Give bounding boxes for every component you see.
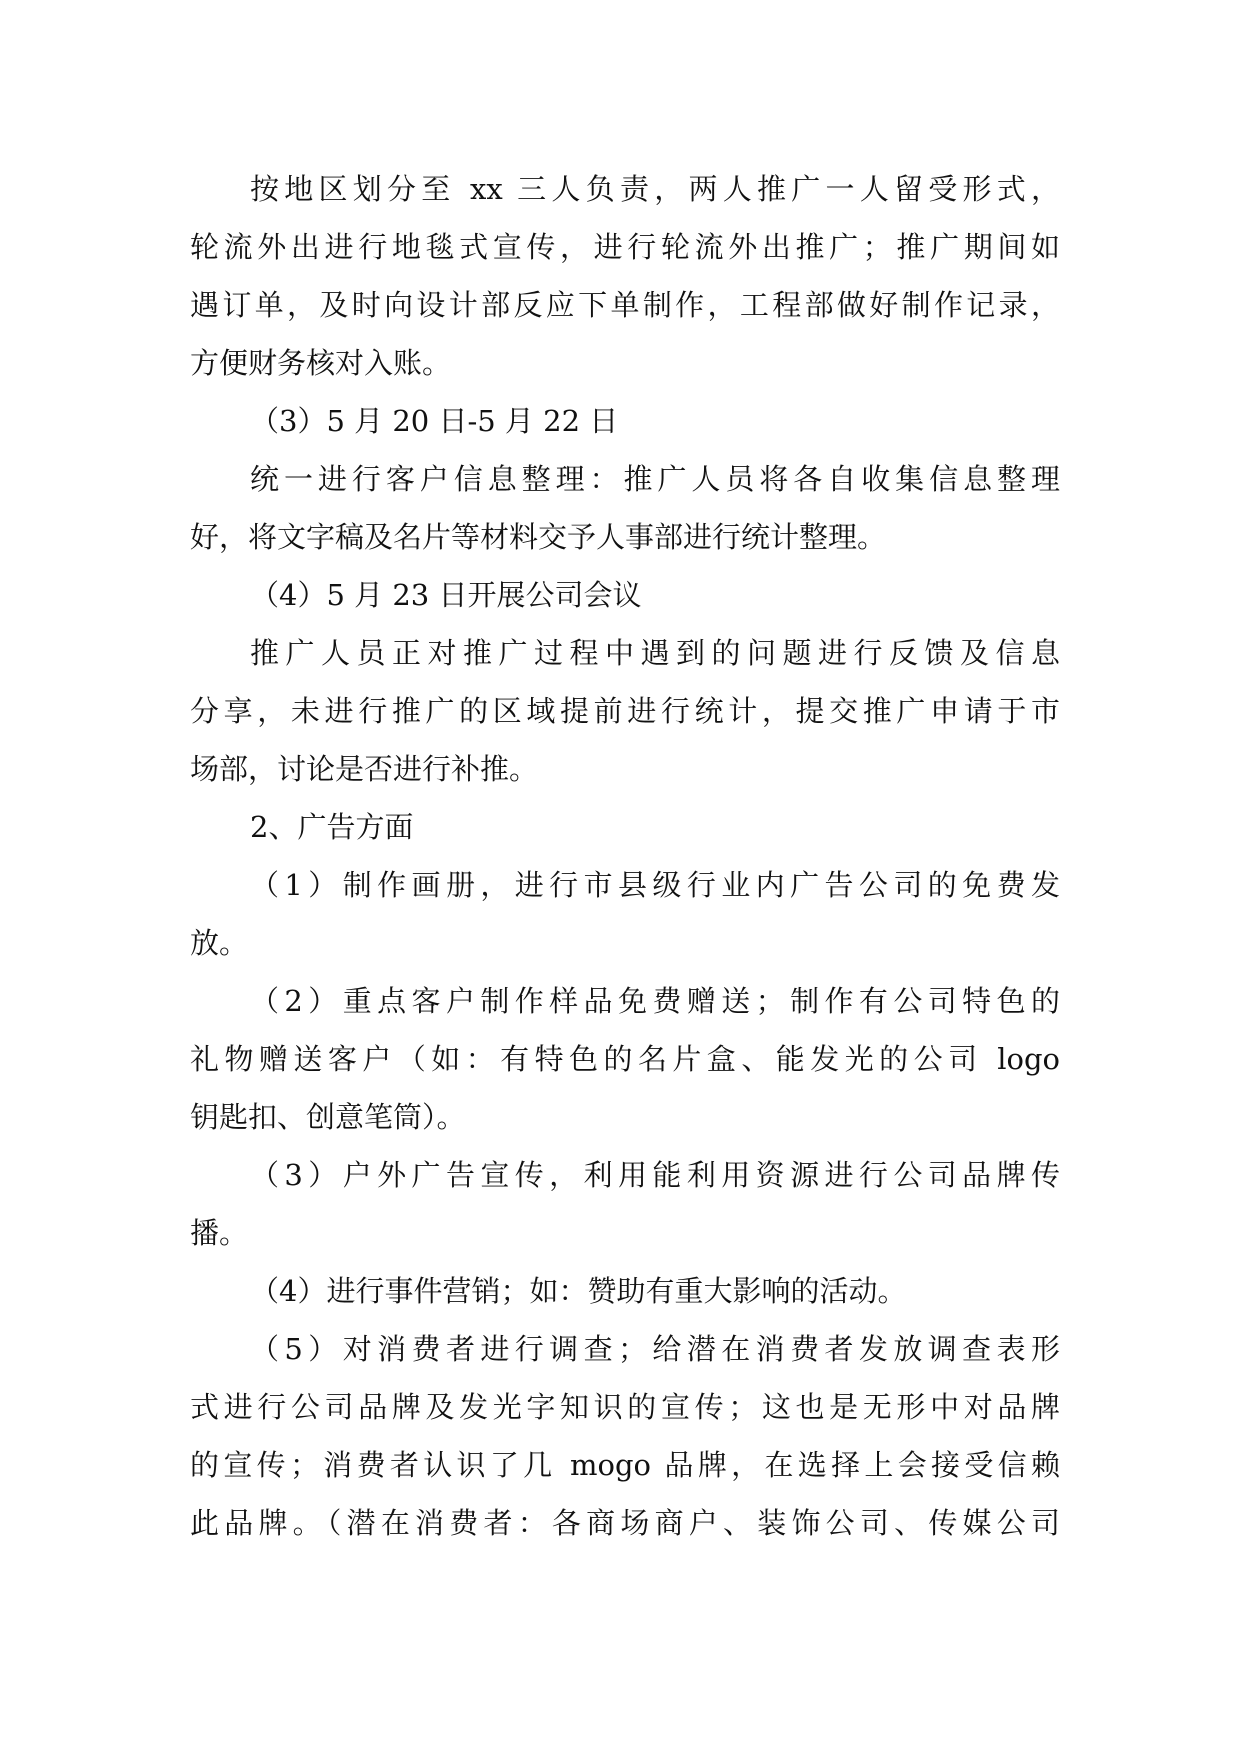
text-line: 此品牌。（潜在消费者：各商场商户、装饰公司、传媒公司 — [190, 1506, 1060, 1540]
text-line: 礼物赠送客户（如：有特色的名片盒、能发光的公司 logo — [190, 1042, 1060, 1076]
text-line: （3）户外广告宣传，利用能利用资源进行公司品牌传 — [250, 1158, 1060, 1192]
text-line: 好，将文字稿及名片等材料交予人事部进行统计整理。 — [190, 520, 887, 554]
text-line: （3）5 月 20 日-5 月 22 日 — [250, 404, 619, 438]
text-line: （1）制作画册，进行市县级行业内广告公司的免费发 — [250, 868, 1060, 902]
text-line: （2）重点客户制作样品免费赠送；制作有公司特色的 — [250, 984, 1060, 1018]
text-line: 播。 — [190, 1216, 249, 1250]
text-line: 钥匙扣、创意笔筒）。 — [190, 1100, 466, 1134]
text-line: 轮流外出进行地毯式宣传，进行轮流外出推广；推广期间如 — [190, 230, 1060, 264]
text-line: 的宣传；消费者认识了几 mogo 品牌，在选择上会接受信赖 — [190, 1448, 1060, 1482]
text-line: 方便财务核对入账。 — [190, 346, 452, 380]
text-line: 按地区划分至 xx 三人负责，两人推广一人留受形式， — [250, 172, 1060, 206]
text-line: （4）5 月 23 日开展公司会议 — [250, 578, 642, 612]
text-line: （4）进行事件营销；如：赞助有重大影响的活动。 — [250, 1274, 907, 1308]
document-body — [190, 160, 1060, 1552]
text-line: （5）对消费者进行调查；给潜在消费者发放调查表形 — [250, 1332, 1060, 1366]
text-line: 推广人员正对推广过程中遇到的问题进行反馈及信息 — [250, 636, 1060, 670]
text-line: 2、广告方面 — [250, 810, 414, 844]
text-line: 分享，未进行推广的区域提前进行统计，提交推广申请于市 — [190, 694, 1060, 728]
text-line: 场部，讨论是否进行补推。 — [190, 752, 539, 786]
text-line: 式进行公司品牌及发光字知识的宣传；这也是无形中对品牌 — [190, 1390, 1060, 1424]
text-line: 放。 — [190, 926, 249, 960]
text-line: 统一进行客户信息整理：推广人员将各自收集信息整理 — [250, 462, 1060, 496]
text-line: 遇订单，及时向设计部反应下单制作，工程部做好制作记录， — [190, 288, 1060, 322]
